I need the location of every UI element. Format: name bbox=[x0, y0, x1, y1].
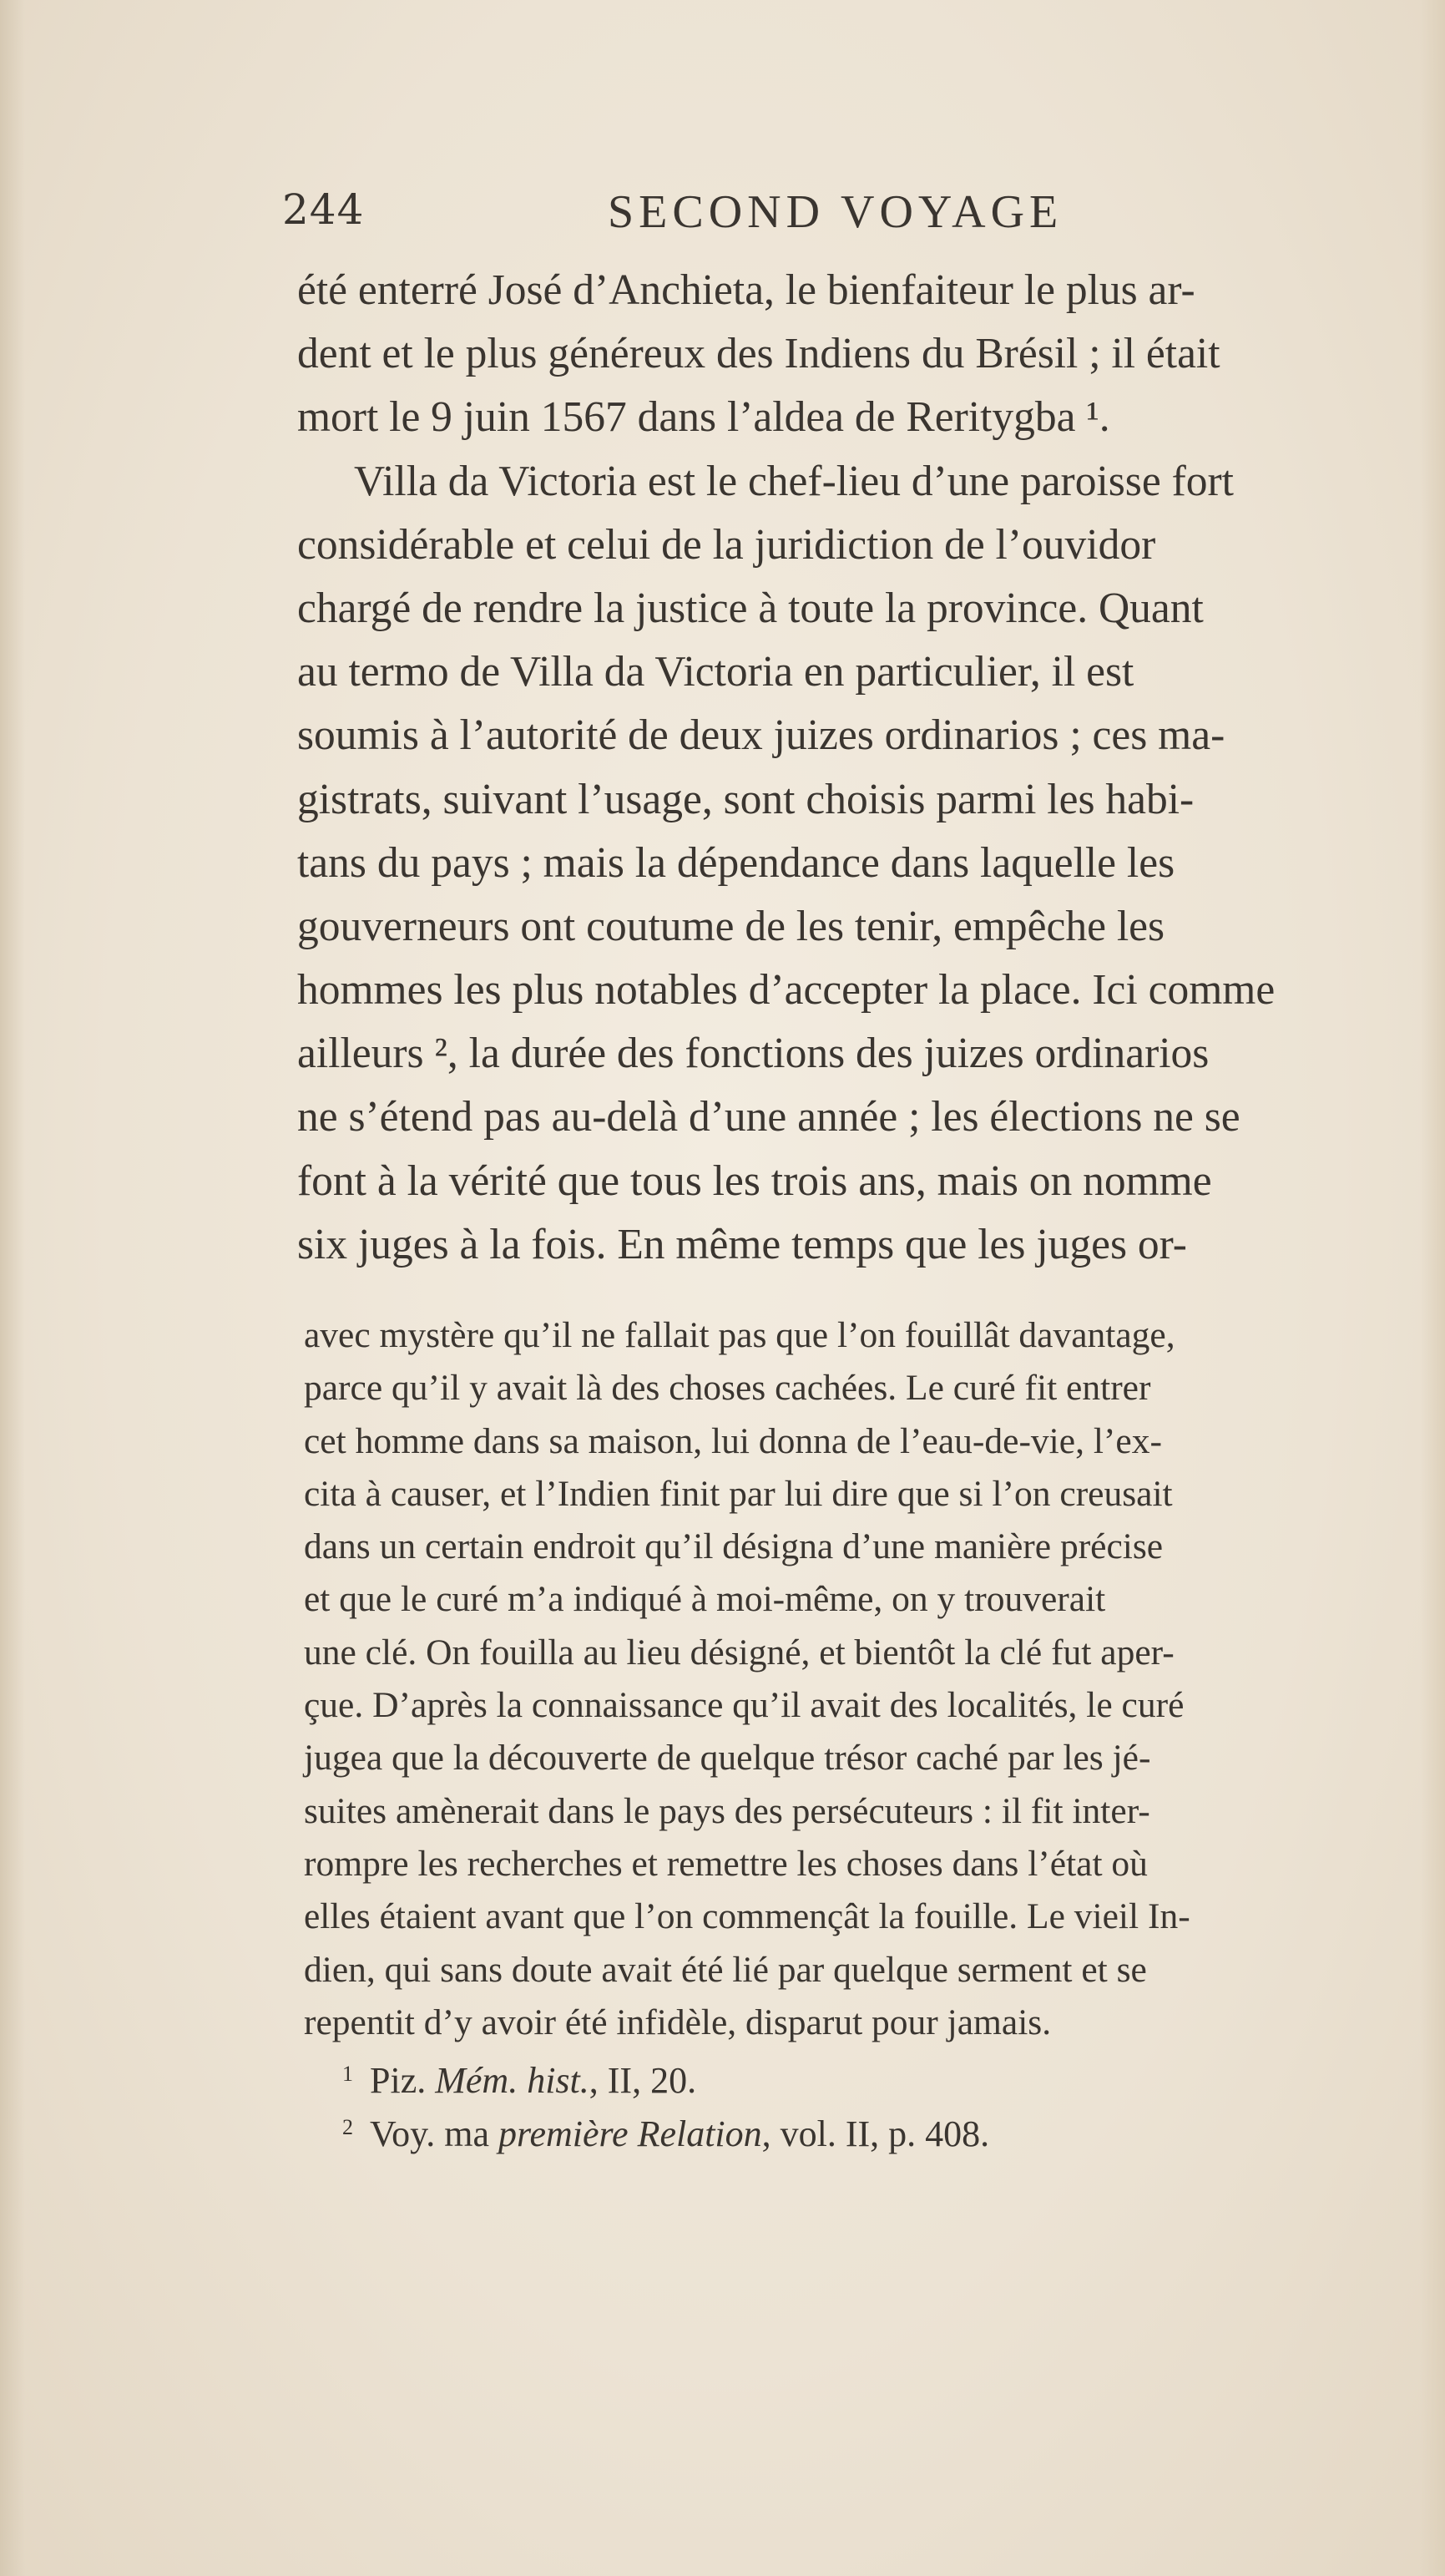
footnote-text: , vol. II, p. 408. bbox=[761, 2113, 990, 2154]
note-line: cita à causer, et l’Indien finit par lui dire que si l’on creusait bbox=[304, 1473, 1173, 1514]
note-line: repentit d’y avoir été infidèle, disparut pour jamais. bbox=[304, 2002, 1052, 2042]
page-edge-left bbox=[0, 0, 25, 2576]
text-line: chargé de rendre la justice à toute la province. Quant bbox=[297, 584, 1204, 632]
text-line: font à la vérité que tous les trois ans, mais on nomme bbox=[297, 1156, 1212, 1205]
note-line: çue. D’après la connaissance qu’il avait des localités, le curé bbox=[304, 1685, 1185, 1726]
note-line: et que le curé m’a indiqué à moi-même, on y trouverait bbox=[304, 1579, 1106, 1620]
text-line: gistrats, suivant l’usage, sont choisis parmi les habi- bbox=[297, 775, 1195, 823]
text-line: ailleurs ², la durée des fonctions des juizes ordinarios bbox=[297, 1030, 1210, 1078]
footnote-2 bbox=[342, 2101, 1261, 2154]
running-title: SECOND VOYAGE bbox=[608, 186, 1064, 238]
note-line: cet homme dans sa maison, lui donna de l’eau-de-vie, l’ex- bbox=[304, 1420, 1162, 1461]
text-line: au termo de Villa da Victoria en particulier, il est bbox=[297, 648, 1134, 696]
footnote-text: Piz. bbox=[370, 2060, 436, 2101]
text-line: été enterré José d’Anchieta, le bienfaiteur le plus ar- bbox=[297, 266, 1195, 314]
footnote-text: , II, 20. bbox=[589, 2060, 697, 2101]
text-line: hommes les plus notables d’accepter la place. Ici comme bbox=[297, 966, 1276, 1015]
footnote-1 bbox=[342, 2047, 1261, 2101]
page-header bbox=[282, 185, 1177, 252]
note-line: dans un certain endroit qu’il désigna d’une manière précise bbox=[304, 1526, 1164, 1567]
main-text bbox=[297, 259, 1396, 1277]
page-edge-right bbox=[1420, 0, 1445, 2576]
note-line: jugea que la découverte de quelque trésor caché par les jé- bbox=[304, 1738, 1151, 1779]
footnotes bbox=[342, 2047, 1261, 2154]
note-line: parce qu’il y avait là des choses cachées. Le curé fit entrer bbox=[304, 1368, 1151, 1409]
text-line: soumis à l’autorité de deux juizes ordinarios ; ces ma- bbox=[297, 711, 1225, 760]
note-line: une clé. On fouilla au lieu désigné, et bientôt la clé fut aper- bbox=[304, 1632, 1175, 1673]
text-line: considérable et celui de la juridiction de l’ouvidor bbox=[297, 520, 1156, 569]
text-line: six juges à la fois. En même temps que les juges or- bbox=[297, 1220, 1187, 1268]
page-number: 244 bbox=[282, 185, 365, 234]
note-line: suites amènerait dans le pays des persécuteurs : il fit inter- bbox=[304, 1790, 1150, 1831]
footnote-italic: première Relation bbox=[498, 2113, 762, 2154]
text-line: mort le 9 juin 1567 dans l’aldea de Reritygba ¹. bbox=[297, 393, 1110, 442]
text-line: gouverneurs ont coutume de les tenir, empêche les bbox=[297, 902, 1165, 950]
text-line: dent et le plus généreux des Indiens du Brésil ; il était bbox=[297, 330, 1220, 378]
text-line: ne s’étend pas au-delà d’une année ; les élections ne se bbox=[297, 1093, 1240, 1141]
footnote-italic: Mém. hist. bbox=[435, 2060, 589, 2101]
note-line: rompre les recherches et remettre les choses dans l’état où bbox=[304, 1843, 1148, 1884]
footnote-mark: 1 bbox=[342, 2062, 353, 2086]
footnote-text: Voy. ma bbox=[370, 2113, 498, 2154]
note-line: elles étaient avant que l’on commençât la fouille. Le vieil In- bbox=[304, 1896, 1190, 1937]
note-line: dien, qui sans doute avait été lié par quelque serment et se bbox=[304, 1949, 1147, 1990]
text-line: Villa da Victoria est le chef-lieu d’une paroisse fort bbox=[354, 457, 1234, 505]
text-line: tans du pays ; mais la dépendance dans laquelle les bbox=[297, 838, 1175, 887]
note-line: avec mystère qu’il ne fallait pas que l’on fouillât davantage, bbox=[304, 1315, 1175, 1355]
continued-footnote bbox=[304, 1309, 1397, 2049]
footnote-mark: 2 bbox=[342, 2115, 353, 2139]
